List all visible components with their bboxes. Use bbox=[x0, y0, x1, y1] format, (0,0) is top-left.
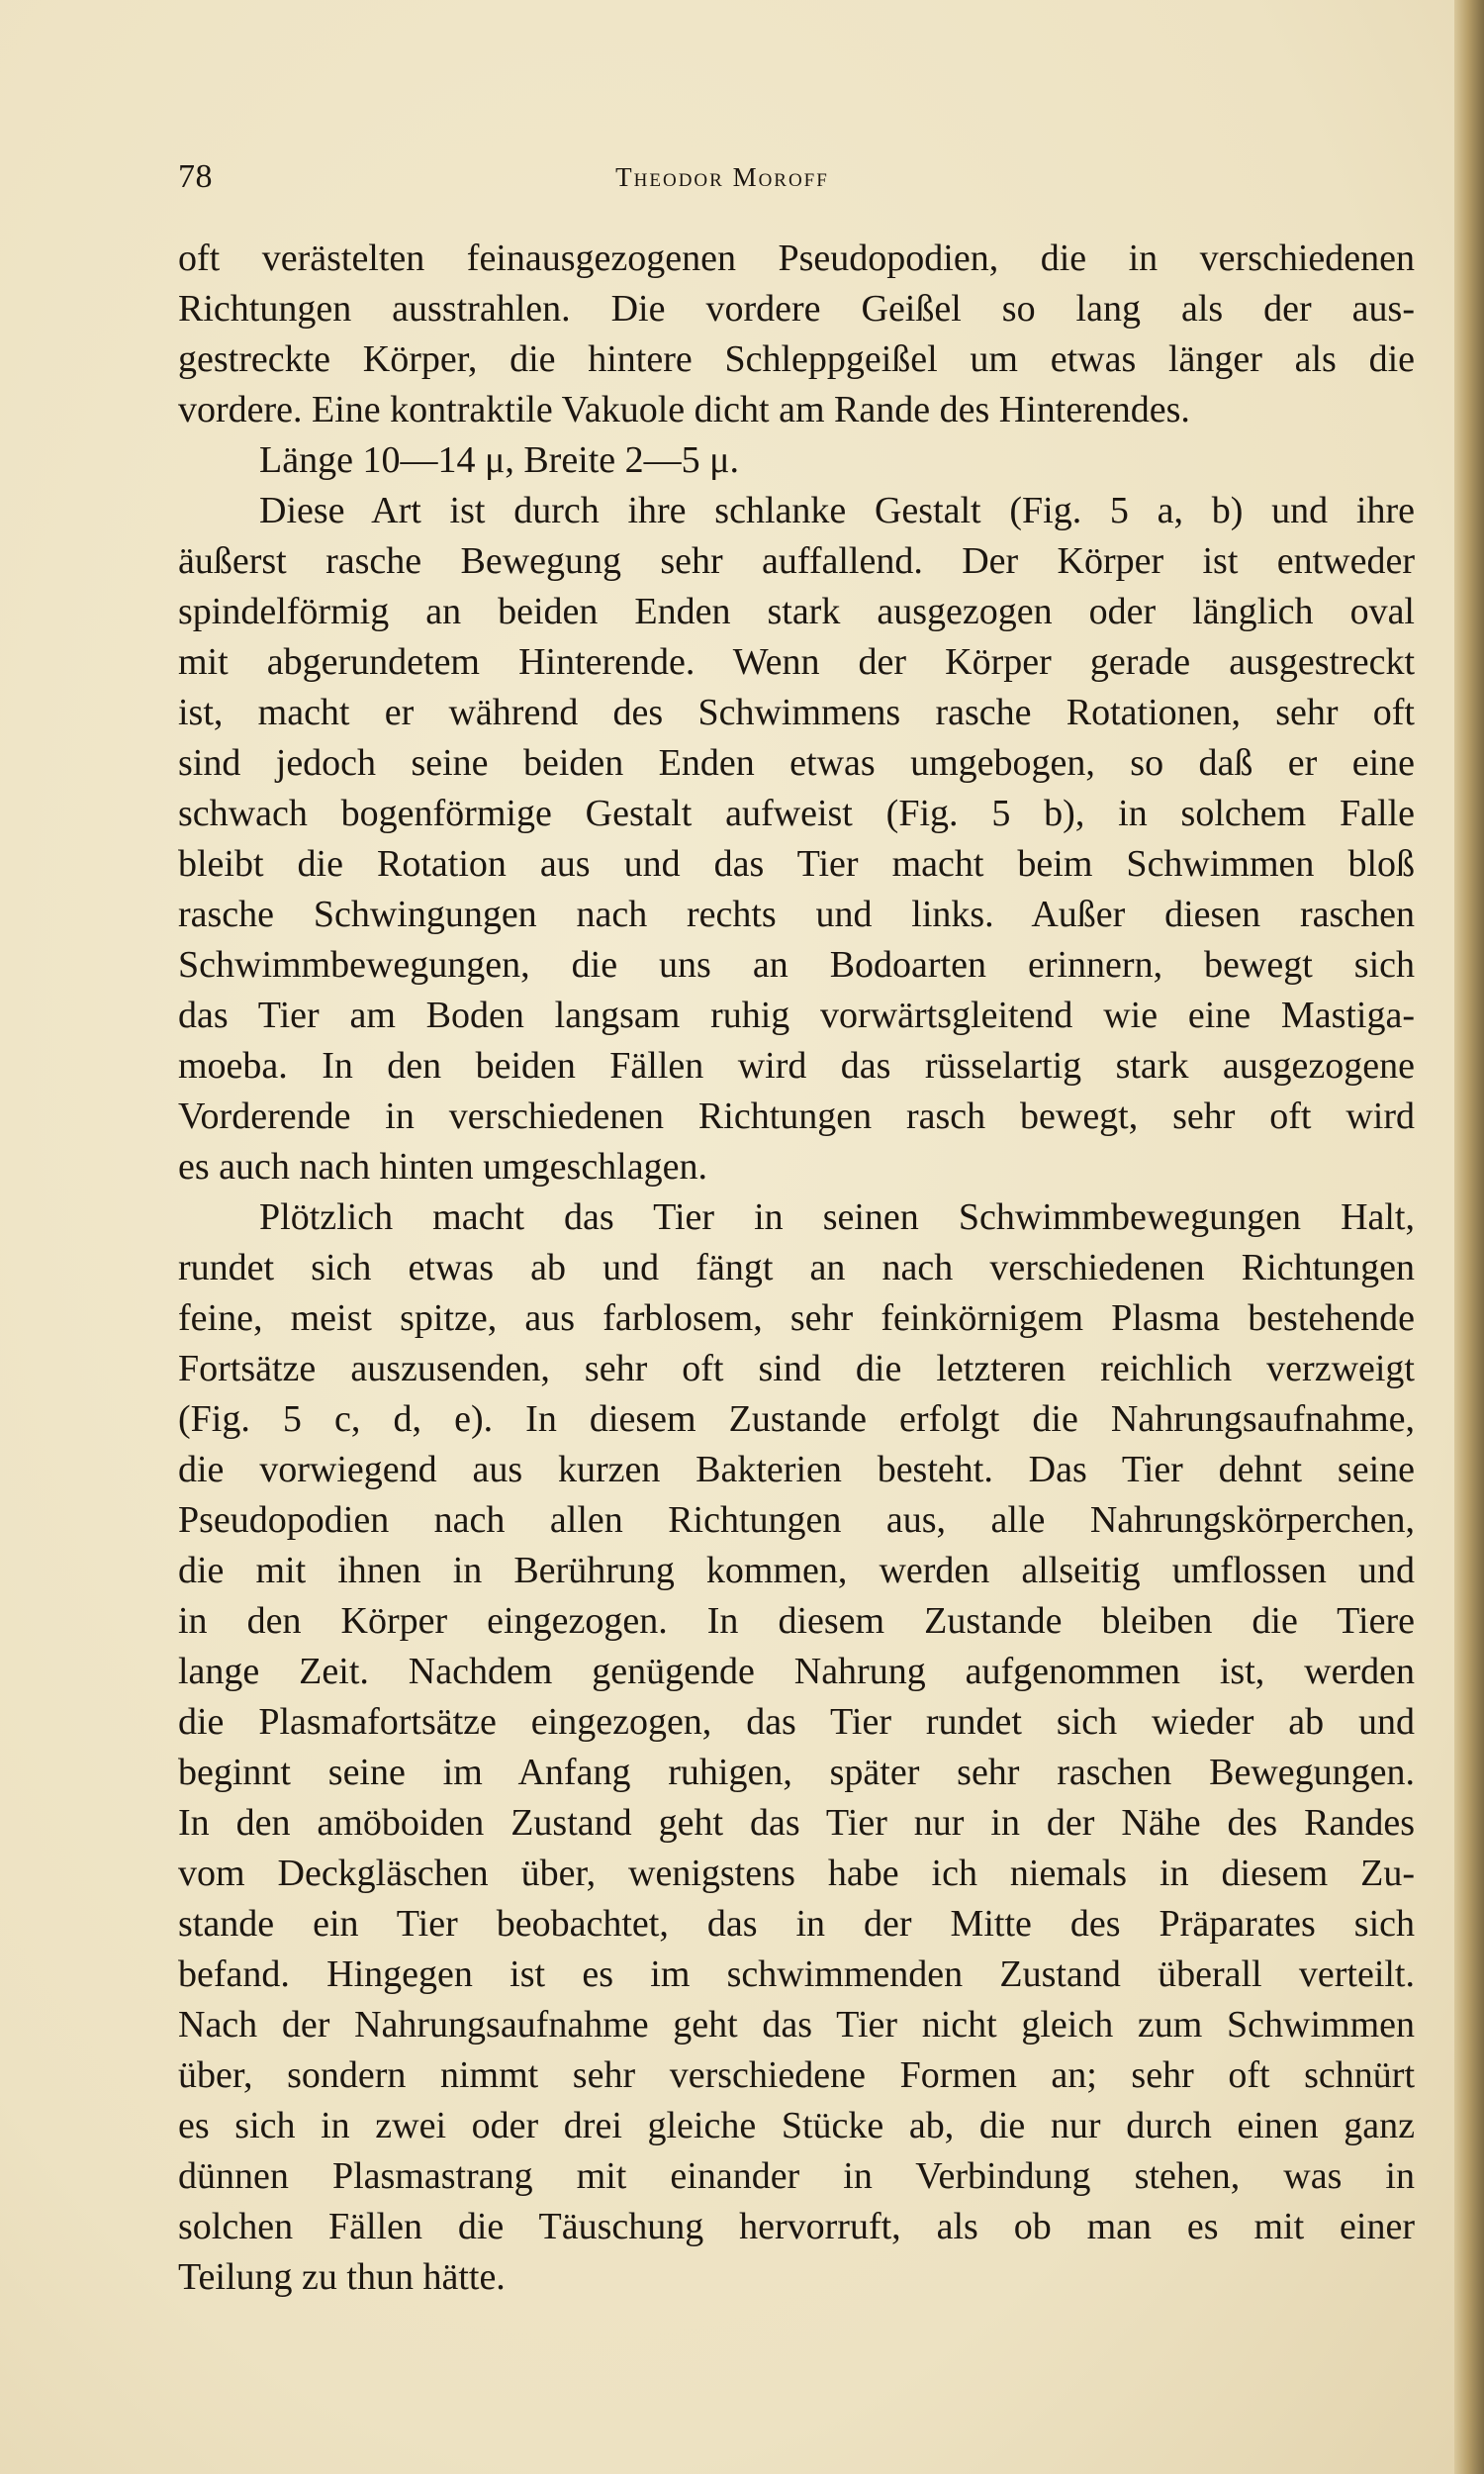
text-line: Pseudopodien nach allen Richtungen aus, alle Nahrungskörperchen, bbox=[178, 1499, 1415, 1541]
text-line: Plötzlich macht das Tier in seinen Schwimmbewegungen Halt, bbox=[259, 1196, 1415, 1238]
text-line: moeba. In den beiden Fällen wird das rüsselartig stark ausgezogene bbox=[178, 1045, 1415, 1087]
text-line: Nach der Nahrungsaufnahme geht das Tier nicht gleich zum Schwimmen bbox=[178, 2004, 1415, 2046]
text-line: befand. Hingegen ist es im schwimmenden Zustand überall verteilt. bbox=[178, 1953, 1415, 1995]
text-line: in den Körper eingezogen. In diesem Zustande bleiben die Tiere bbox=[178, 1600, 1415, 1642]
paragraph bbox=[178, 486, 1415, 1192]
text-line: Länge 10—14 μ, Breite 2—5 μ. bbox=[259, 439, 740, 481]
text-line: ist, macht er während des Schwimmens rasche Rotationen, sehr oft bbox=[178, 692, 1415, 733]
text-line: mit abgerundetem Hinterende. Wenn der Körper gerade ausgestreckt bbox=[178, 641, 1415, 683]
text-line: das Tier am Boden langsam ruhig vorwärtsgleitend wie eine Mastiga- bbox=[178, 995, 1415, 1036]
text-line: beginnt seine im Anfang ruhigen, später sehr raschen Bewegungen. bbox=[178, 1752, 1415, 1793]
text-line: Teilung zu thun hätte. bbox=[178, 2256, 506, 2298]
paragraph bbox=[178, 435, 1415, 486]
text-line: vom Deckgläschen über, wenigstens habe ich niemals in diesem Zu- bbox=[178, 1853, 1415, 1894]
text-line: lange Zeit. Nachdem genügende Nahrung aufgenommen ist, werden bbox=[178, 1651, 1415, 1692]
page-edge bbox=[1454, 0, 1484, 2474]
page-header bbox=[178, 158, 1266, 202]
text-line: schwach bogenförmige Gestalt aufweist (Fig. 5 b), in solchem Falle bbox=[178, 793, 1415, 834]
text-line: äußerst rasche Bewegung sehr auffallend. Der Körper ist entweder bbox=[178, 540, 1415, 582]
text-line: bleibt die Rotation aus und das Tier macht beim Schwimmen bloß bbox=[178, 843, 1415, 885]
text-line: es sich in zwei oder drei gleiche Stücke ab, die nur durch einen ganz bbox=[178, 2105, 1415, 2146]
text-line: feine, meist spitze, aus farblosem, sehr feinkörnigem Plasma bestehende bbox=[178, 1297, 1415, 1339]
text-line: spindelförmig an beiden Enden stark ausgezogen oder länglich oval bbox=[178, 591, 1415, 632]
text-line: Vorderende in verschiedenen Richtungen rasch bewegt, sehr oft wird bbox=[178, 1095, 1415, 1137]
text-line: die vorwiegend aus kurzen Bakterien besteht. Das Tier dehnt seine bbox=[178, 1449, 1415, 1490]
text-line: Schwimmbewegungen, die uns an Bodoarten erinnern, bewegt sich bbox=[178, 944, 1415, 986]
text-line: vordere. Eine kontraktile Vakuole dicht am Rande des Hinterendes. bbox=[178, 389, 1190, 430]
paragraph bbox=[178, 234, 1415, 435]
text-line: die mit ihnen in Berührung kommen, werden allseitig umflossen und bbox=[178, 1550, 1415, 1591]
text-line: In den amöboiden Zustand geht das Tier nur in der Nähe des Randes bbox=[178, 1802, 1415, 1844]
text-line: (Fig. 5 c, d, e). In diesem Zustande erfolgt die Nahrungsaufnahme, bbox=[178, 1398, 1415, 1440]
text-line: solchen Fällen die Täuschung hervorruft, als ob man es mit einer bbox=[178, 2206, 1415, 2247]
text-line: stande ein Tier beobachtet, das in der Mitte des Präparates sich bbox=[178, 1903, 1415, 1945]
text-line: Diese Art ist durch ihre schlanke Gestalt (Fig. 5 a, b) und ihre bbox=[259, 490, 1415, 531]
text-line: dünnen Plasmastrang mit einander in Verbindung stehen, was in bbox=[178, 2155, 1415, 2197]
paragraph bbox=[178, 1192, 1415, 2303]
text-line: rundet sich etwas ab und fängt an nach verschiedenen Richtungen bbox=[178, 1247, 1415, 1288]
text-line: Richtungen ausstrahlen. Die vordere Geißel so lang als der aus- bbox=[178, 288, 1415, 330]
text-line: gestreckte Körper, die hintere Schleppgeißel um etwas länger als die bbox=[178, 338, 1415, 380]
text-line: rasche Schwingungen nach rechts und links. Außer diesen raschen bbox=[178, 894, 1415, 935]
text-line: sind jedoch seine beiden Enden etwas umgebogen, so daß er eine bbox=[178, 742, 1415, 784]
text-line: die Plasmafortsätze eingezogen, das Tier rundet sich wieder ab und bbox=[178, 1701, 1415, 1743]
body-text bbox=[178, 234, 1415, 2303]
text-line: es auch nach hinten umgeschlagen. bbox=[178, 1146, 707, 1188]
text-line: oft verästelten feinausgezogenen Pseudopodien, die in verschiedenen bbox=[178, 238, 1415, 279]
text-line: Fortsätze auszusenden, sehr oft sind die letzteren reichlich verzweigt bbox=[178, 1348, 1415, 1389]
text-line: über, sondern nimmt sehr verschiedene Formen an; sehr oft schnürt bbox=[178, 2054, 1415, 2096]
page-number: 78 bbox=[178, 158, 213, 195]
running-head: Theodor Moroff bbox=[615, 162, 829, 192]
